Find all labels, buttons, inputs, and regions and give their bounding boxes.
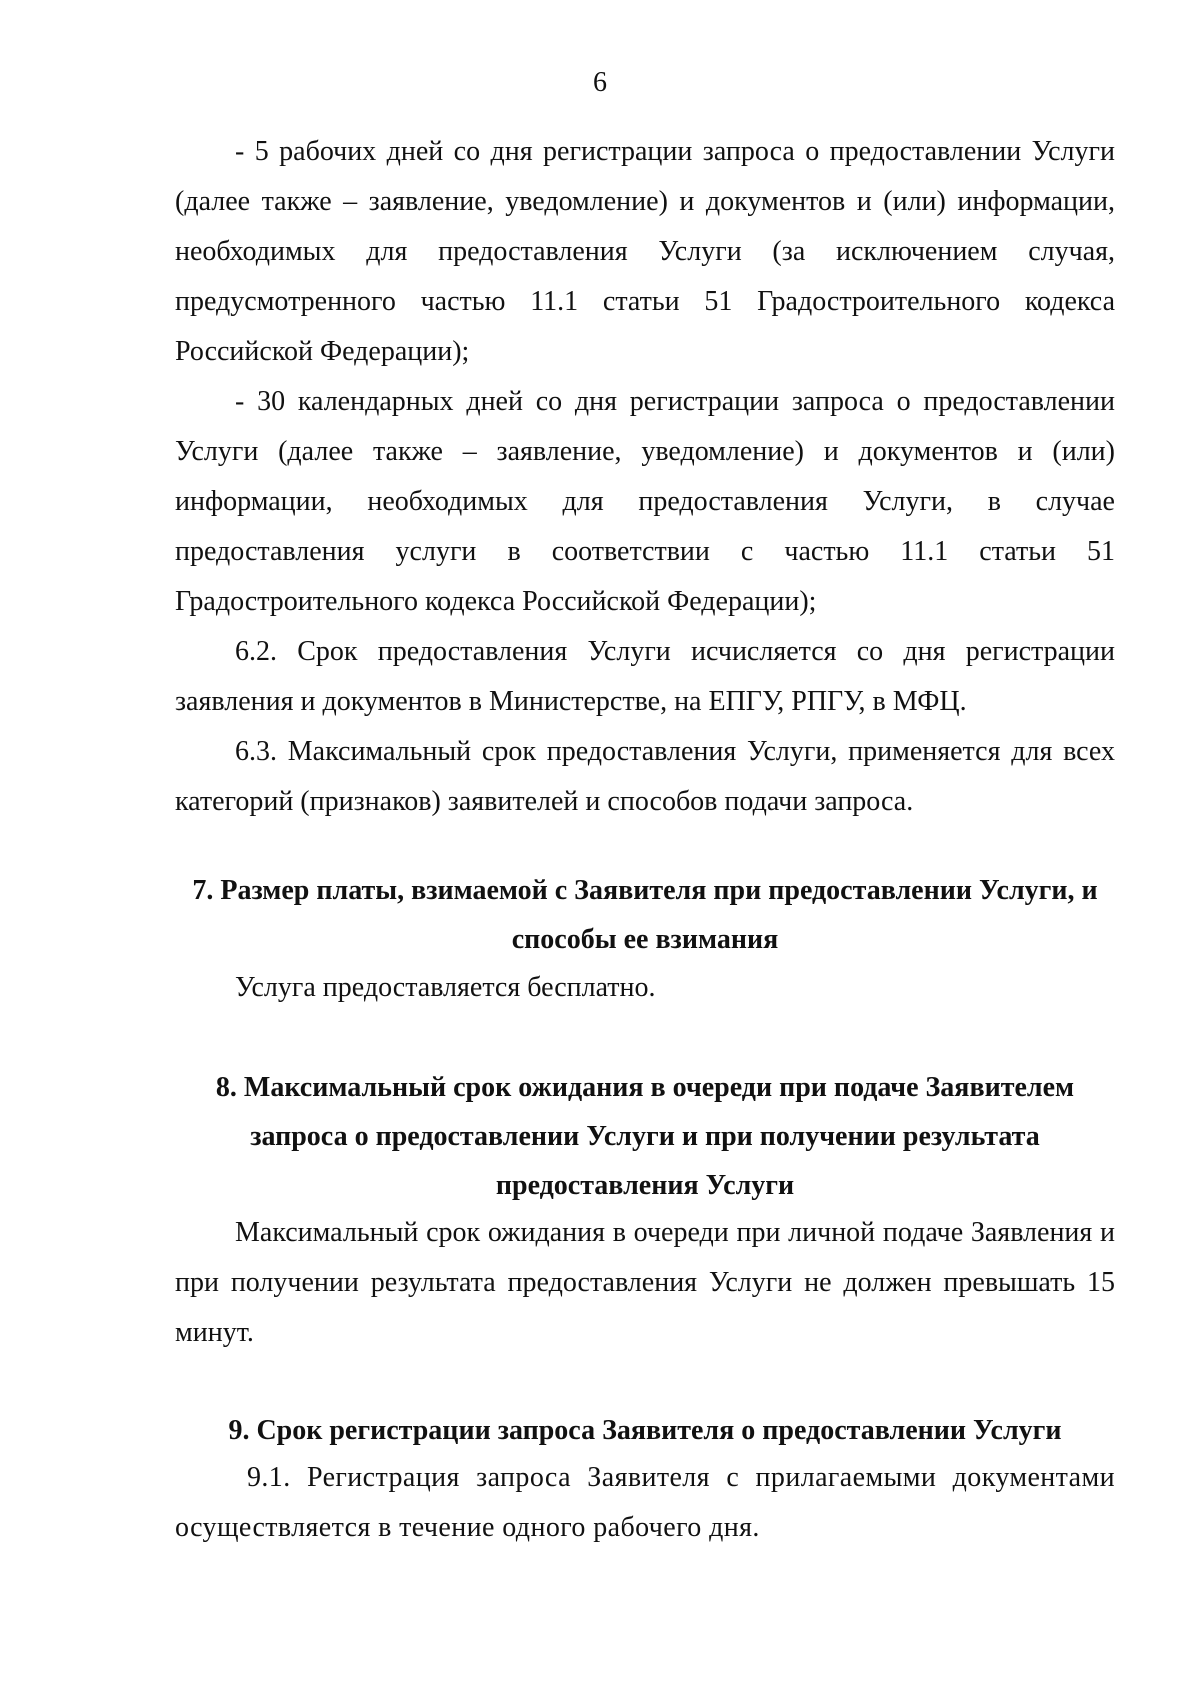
paragraph-6-2: 6.2. Срок предоставления Услуги исчисляется со дня регистрации заявления и документов в Министерстве, на ЕПГУ, РПГУ, в МФЦ. bbox=[175, 636, 1115, 717]
paragraph-6-3: 6.3. Максимальный срок предоставления Услуги, применяется для всех категорий (признаков) заявителей и способов подачи запроса. bbox=[175, 736, 1115, 817]
page-number: 6 bbox=[593, 67, 607, 98]
section-8-heading-line-2: запроса о предоставлении Услуги и при получении результата bbox=[250, 1121, 1040, 1152]
section-9-heading-line-1: 9. Срок регистрации запроса Заявителя о предоставлении Услуги bbox=[228, 1415, 1062, 1446]
section-7-body bbox=[175, 963, 1115, 1013]
paragraph-7: Услуга предоставляется бесплатно. bbox=[235, 972, 656, 1003]
section-8-heading-line-1: 8. Максимальный срок ожидания в очереди при подаче Заявителем bbox=[215, 1072, 1075, 1103]
section-9-heading bbox=[175, 1406, 1115, 1455]
paragraph-term-30-days: - 30 календарных дней со дня регистрации запроса о предоставлении Услуги (далее также – заявление, уведомление) и документов и (или) информации, необходимых для предоставления Услуги, в случае предоставления услуги в соответствии с частью 11.1 статьи 51 Градостроительного кодекса Российской Федерации); bbox=[175, 386, 1115, 617]
section-8-heading bbox=[175, 1063, 1115, 1210]
section-8-heading-line-3: предоставления Услуги bbox=[495, 1170, 795, 1201]
paragraph-9-1: 9.1. Регистрация запроса Заявителя с прилагаемыми документами осуществляется в течение одного рабочего дня. bbox=[175, 1462, 1115, 1543]
paragraph-term-5-days: - 5 рабочих дней со дня регистрации запроса о предоставлении Услуги (далее также – заявление, уведомление) и документов и (или) информации, необходимых для предоставления Услуги (за исключением случая, предусмотренного частью 11.1 статьи 51 Градостроительного кодекса Российской Федерации); bbox=[175, 136, 1115, 367]
section-7-heading-line-2: способы ее взимания bbox=[511, 924, 779, 955]
section-7-heading-line-1: 7. Размер платы, взимаемой с Заявителя при предоставлении Услуги, и bbox=[192, 875, 1098, 906]
section-6-body bbox=[175, 127, 1115, 827]
paragraph-8: Максимальный срок ожидания в очереди при личной подаче Заявления и при получении результата предоставления Услуги не должен превышать 15 минут. bbox=[175, 1217, 1115, 1348]
section-7-heading bbox=[175, 866, 1115, 964]
section-9-body bbox=[175, 1453, 1115, 1553]
section-8-body bbox=[175, 1208, 1115, 1358]
